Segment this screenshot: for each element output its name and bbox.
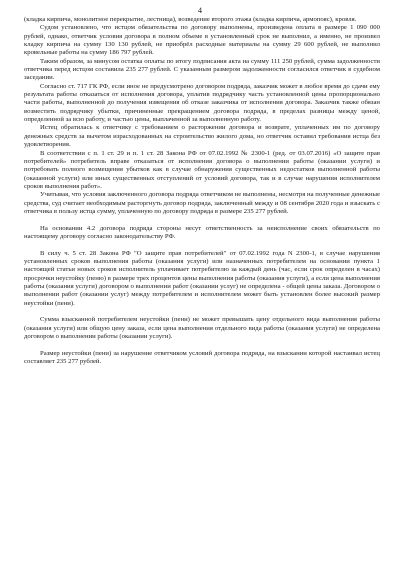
paragraph: Размер неустойки (пени) за нарушение ответчиком условий договора подряда, на взыскании которой настаивал истец составляет 235 277 рублей.	[24, 349, 380, 366]
paragraph: Таким образом, за минусом остатка оплаты по итогу подписания акта на сумму 111 250 рублей, сумма задолженности ответчика перед истцом составила 235 277 рублей. С указанным размером задолженности согласился ответчик в судебном заседании.	[24, 57, 380, 82]
paragraph: Сумма взысканной потребителем неустойки (пени) не может превышать цену отдельного вида выполнения работы (оказания услуги) или общую цену заказа, если цена выполнения отдельного вида работы (оказания услуги) не определена договором о выполнении работы (оказании услуги).	[24, 316, 380, 341]
paragraph: Согласно ст. 717 ГК РФ, если иное не предусмотрено договором подряда, заказчик может в любое время до сдачи ему результата работы отказаться от исполнения договора, уплатив подрядчику часть установленной цены пропорционально части работы, выполненной до получения извещения об отказе заказчика от исполнения договора. Заказчик также обязан возместить подрядчику убытки, причиненные прекращением договора подряда, в пределах разницы между ценой, определенной за всю работу, и частью цены, выплаченной за выполненную работу.	[24, 82, 380, 124]
document-body	[24, 16, 380, 366]
paragraph: Истец обратилась к ответчику с требованием о расторжении договора и возврате, уплаченных им по договору денежных средств за вычетом израсходованных на строительство жилого дома, но ответчик оставил требования истца без удовлетворения.	[24, 124, 380, 149]
paragraph: Судом установлено, что истцом обязательства по договору выполнены, произведена оплата в размере 1 090 000 рублей, однако, ответчик условия договора в полном объеме в установленный срок не выполнил, а именно, не произвел кладку кирпича на сумму 130 130 рублей, не приобрёл расходные материалы на сумму 29 600 рублей, не выполнил кровельные работы на сумму 186 797 рублей.	[24, 24, 380, 57]
paragraph: В силу ч. 5 ст. 28 Закона РФ "О защите прав потребителей" от 07.02.1992 года N 2300-1, в случае нарушения установленных сроков выполнения работы (оказания услуги) или назначенных потребителем на основании пункта 1 настоящей статьи новых сроков исполнитель уплачивает потребителю за каждый день (час, если срок определен в часах) просрочки неустойку (пеню) в размере трех процентов цены выполнения работы (оказания услуги), а если цена выполнения работы (оказания услуги) договором о выполнении работ (оказании услуг) не определена - общей цены заказа. Договором о выполнении работ (оказании услуг) между потребителем и исполнителем может быть установлен более высокий размер неустойки (пени).	[24, 249, 380, 307]
paragraph: (кладка кирпича, монолитное перекрытие, лестница), возведение второго этажа (кладка кирпича, армопояс), кровля.	[24, 16, 357, 23]
paragraph: На основании 4.2 договора подряда стороны несут ответственность за неисполнение своих обязательств по настоящему договору согласно законодательству РФ.	[24, 224, 380, 240]
paragraph: Учитывая, что условия заключенного договора подряда ответчиком не выполнены, несмотря на полученные денежные средства, суд считает необходимым расторгнуть договор подряда, заключенный между и 08 сентября 2020 года и взыскать с ответчика в пользу истца сумму, уплаченную по договору подряда в размере 235 277 рублей.	[24, 191, 380, 215]
page-number: 4	[198, 6, 202, 15]
paragraph: В соответствии с п. 1 ст. 29 и п. 1 ст. 28 Закона РФ от 07.02.1992 № 2300-1 (ред. от 03.07.2016) «О защите прав потребителей» потребитель вправе отказаться от исполнения договора о выполнении работы (оказании услуги) и потребовать полного возмещения убытков как в случае обнаружения существенных недостатков выполненной работы (оказанной услуги) или иных существенных отступлений от условий договора, так и в случае нарушения исполнителем сроков выполнения работ».	[24, 149, 380, 190]
